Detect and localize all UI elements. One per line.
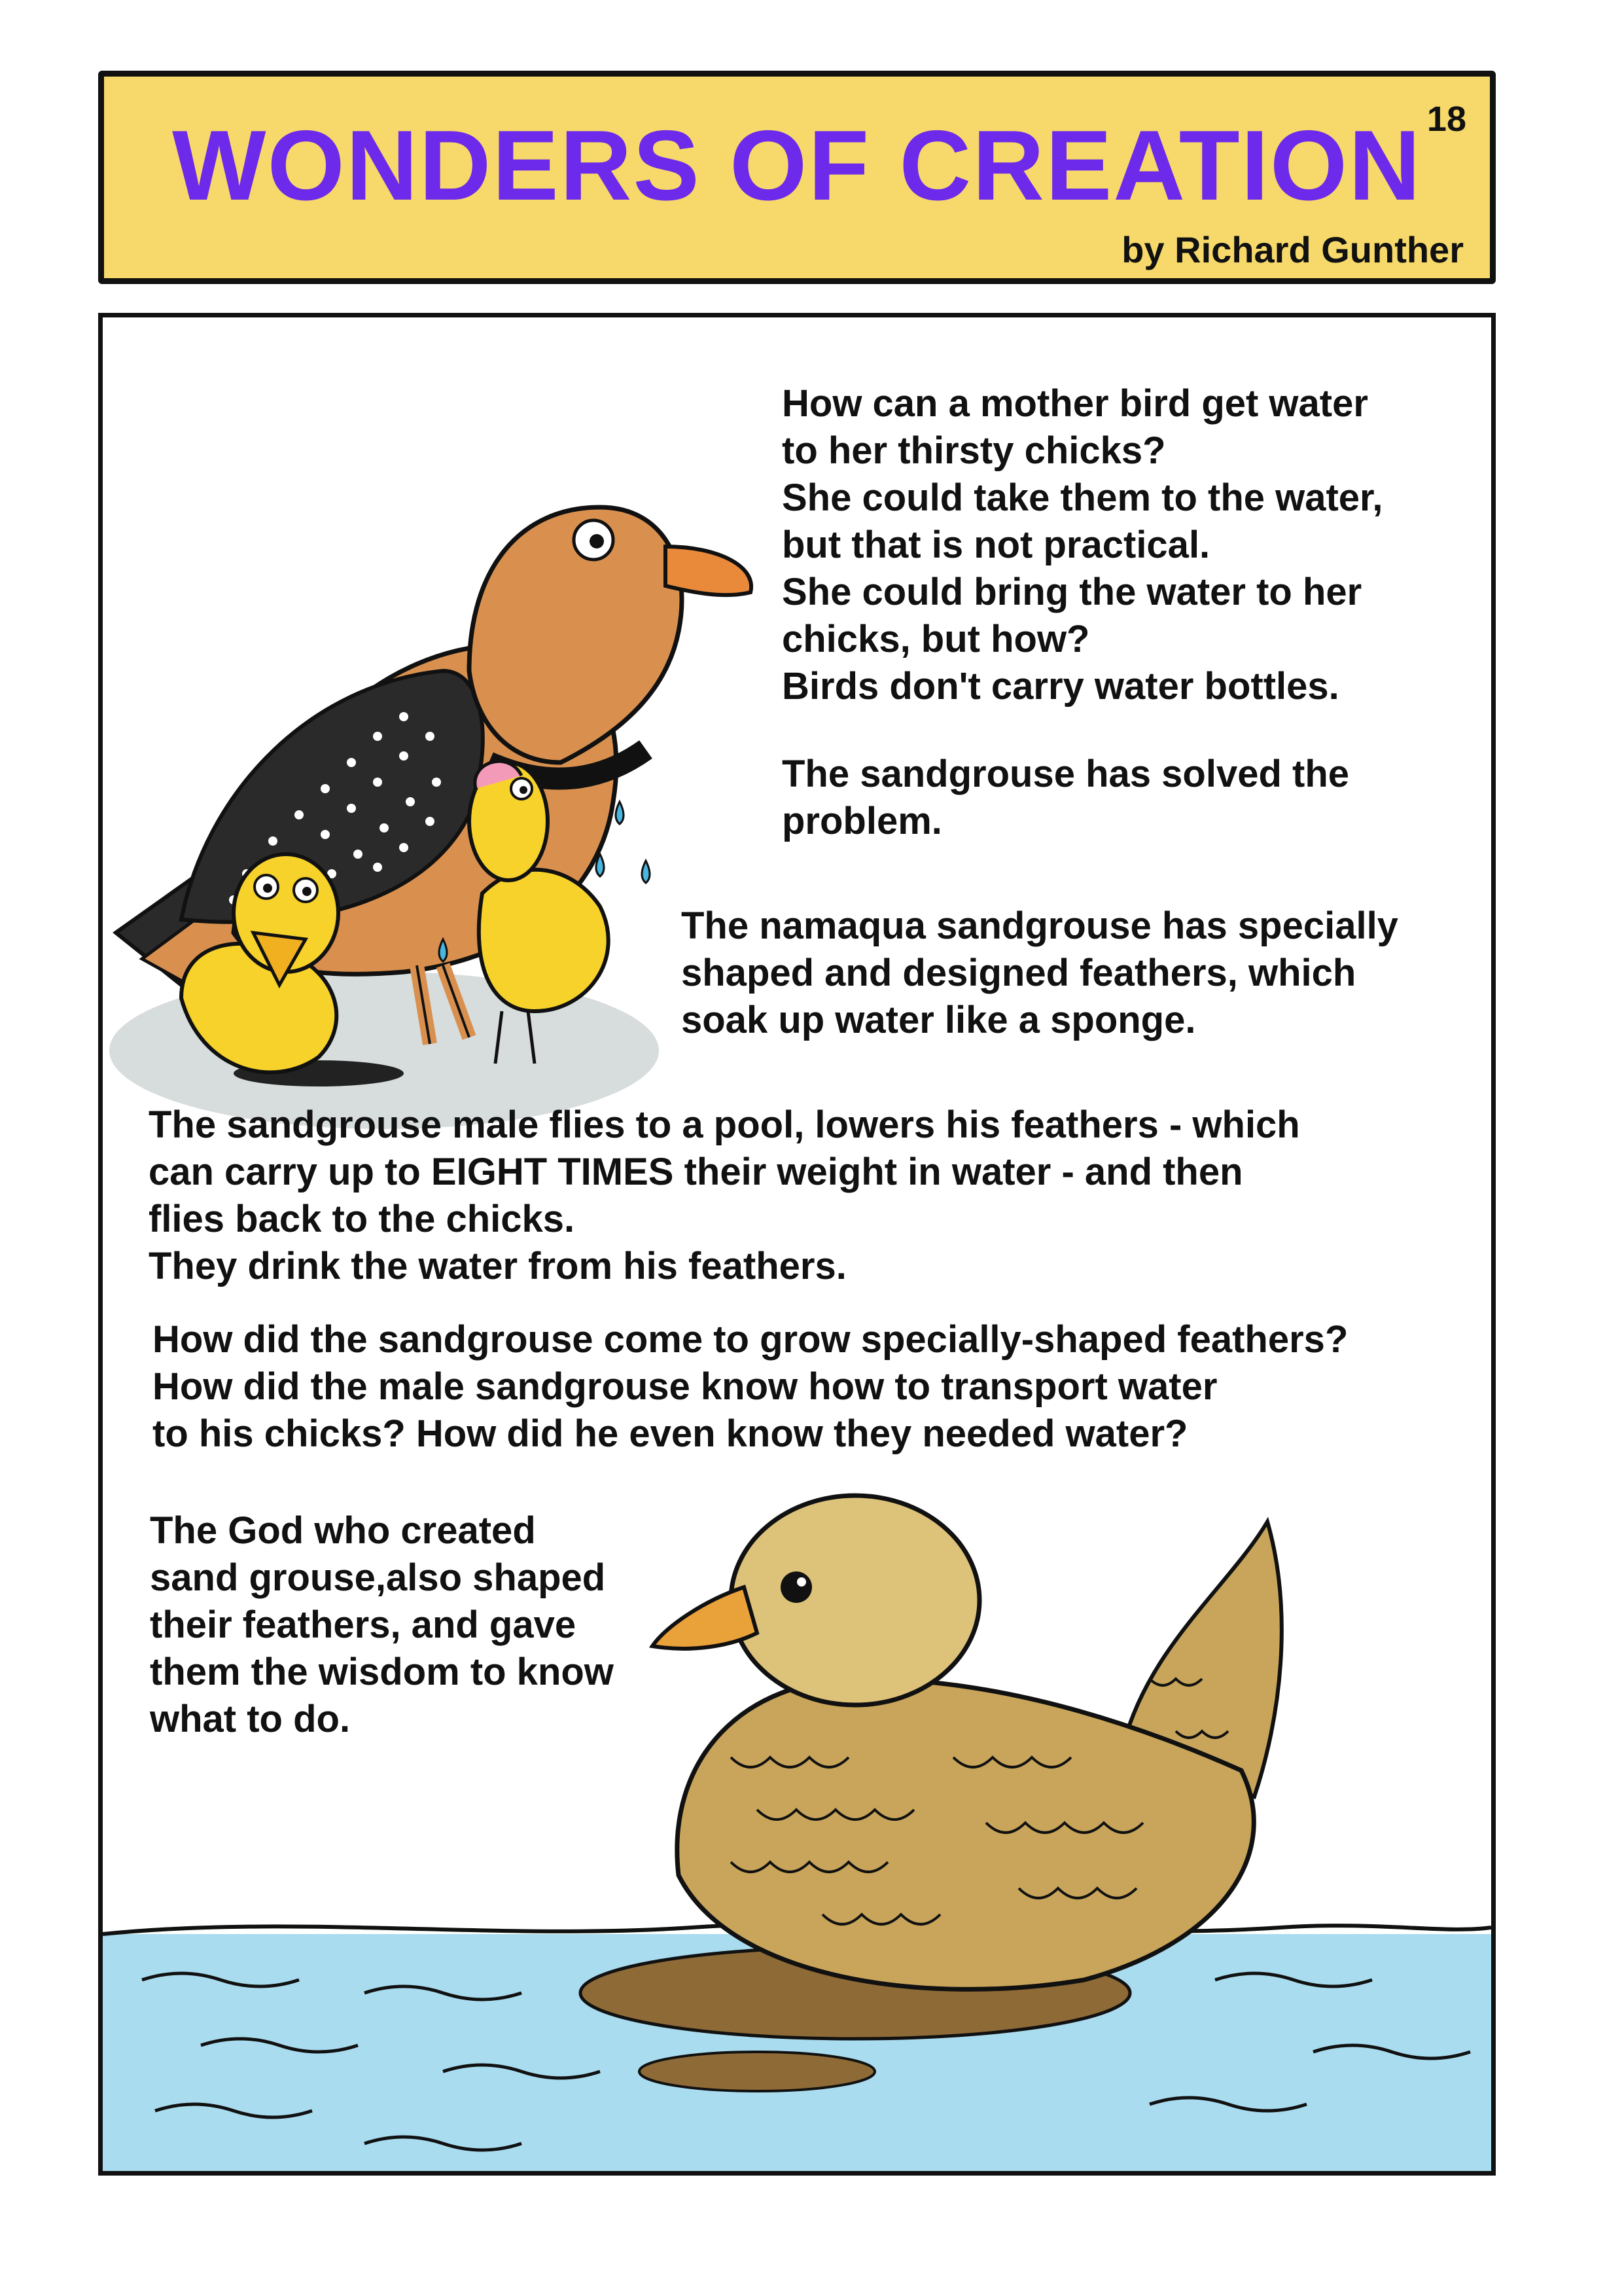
questions-paragraph: How did the sandgrouse come to grow specially-shaped feathers? How did the male sandgrouse know how to transport water to his chicks? How did he even know they needed water? xyxy=(152,1318,1349,1455)
chick-right xyxy=(479,870,609,1011)
solution-paragraph: The sandgrouse has solved the problem. xyxy=(782,753,1349,842)
sandgrouse-with-chicks-illustration xyxy=(103,396,757,1136)
hen-head xyxy=(731,1496,980,1705)
male-flies-paragraph: The sandgrouse male flies to a pool, lowers his feathers - which can carry up to EIGHT TIMES their weight in water - and then flies back to the chicks. They drink the water from his feathers. xyxy=(149,1103,1300,1287)
sandgrouse-on-water-illustration xyxy=(103,1482,1491,2176)
author-byline: by Richard Gunther xyxy=(1121,229,1464,270)
intro-paragraph: How can a mother bird get water to her thirsty chicks? She could take them to the water, but that is not practical. She could bring the water to her chicks, but how? Birds don't carry water bottles. xyxy=(782,382,1383,708)
hen-beak xyxy=(652,1587,757,1649)
page-number: 18 xyxy=(1426,99,1466,139)
title-banner xyxy=(98,71,1496,284)
conclusion-paragraph: The God who created sand grouse,also shaped their feathers, and gave them the wisdom to know what to do. xyxy=(150,1509,614,1740)
content-panel xyxy=(98,313,1496,2176)
page-title: WONDERS OF CREATION xyxy=(172,110,1422,221)
hen-eye xyxy=(781,1571,812,1603)
feathers-paragraph: The namaqua sandgrouse has specially shaped and designed feathers, which soak up water like a sponge. xyxy=(681,905,1398,1041)
bird-beak xyxy=(665,547,751,595)
